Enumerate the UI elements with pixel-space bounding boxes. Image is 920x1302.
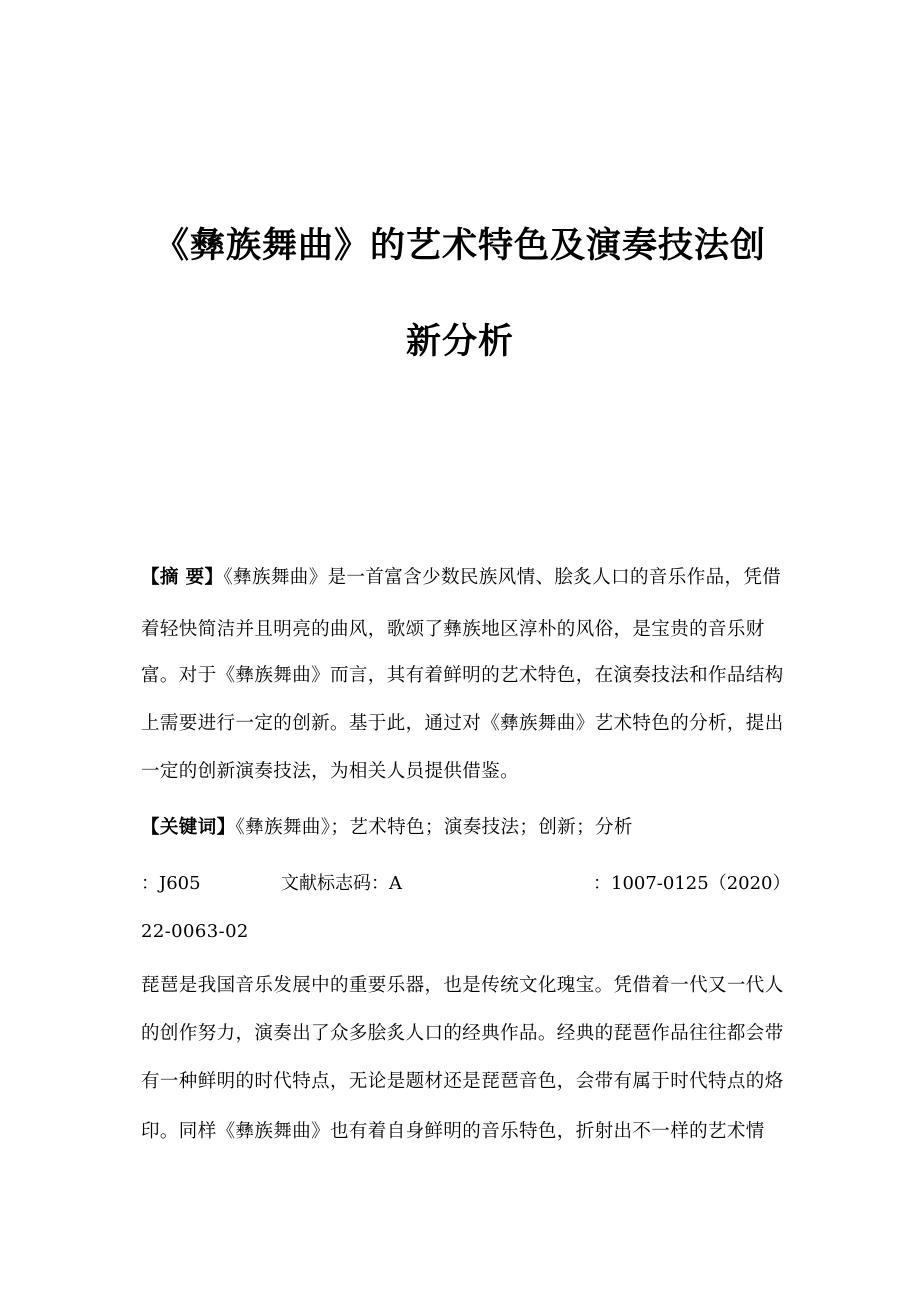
- abstract-line-3: 富。对于《彝族舞曲》而言，其有着鲜明的艺术特色，在演奏技法和作品结构: [141, 665, 784, 686]
- body-line-2: 的创作努力，演奏出了众多脍炙人口的经典作品。经典的琵琶作品往往都会带: [141, 1023, 784, 1044]
- body-line-3: 有一种鲜明的时代特点，无论是题材还是琵琶音色，会带有属于时代特点的烙: [141, 1071, 784, 1092]
- abstract-line-1: [141, 566, 781, 590]
- classification-number: ：J605: [141, 873, 201, 894]
- abstract-label: 【摘 要】: [141, 567, 224, 588]
- page-title-line-1: 《彝族舞曲》的艺术特色及演奏技法创: [153, 226, 766, 266]
- body-line-4: 印。同样《彝族舞曲》也有着自身鲜明的音乐特色，折射出不一样的艺术情: [141, 1121, 765, 1142]
- article-id-part-1: ：1007-0125（2020）: [593, 873, 791, 894]
- document-code: 文献标志码：A: [281, 873, 402, 894]
- meta-row: [141, 872, 791, 896]
- abstract-text-1: 《彝族舞曲》是一首富含少数民族风情、脍炙人口的音乐作品，凭借: [223, 567, 782, 588]
- body-line-1: 琵琶是我国音乐发展中的重要乐器，也是传统文化瑰宝。凭借着一代又一代人: [141, 975, 784, 996]
- abstract-line-2: 着轻快简洁并且明亮的曲风，歌颂了彝族地区淳朴的风俗，是宝贵的音乐财: [141, 619, 765, 640]
- abstract-line-5: 一定的创新演奏技法，为相关人员提供借鉴。: [141, 761, 520, 782]
- keywords-line: [141, 816, 781, 840]
- keywords-label: 【关键词】: [141, 817, 236, 838]
- page-title-line-2: 新分析: [405, 322, 514, 362]
- abstract-line-4: 上需要进行一定的创新。基于此，通过对《彝族舞曲》艺术特色的分析，提出: [141, 713, 784, 734]
- article-id-part-2: 22-0063-02: [141, 921, 249, 942]
- keywords-text: 《彝族舞曲》；艺术特色；演奏技法；创新；分析: [235, 817, 633, 838]
